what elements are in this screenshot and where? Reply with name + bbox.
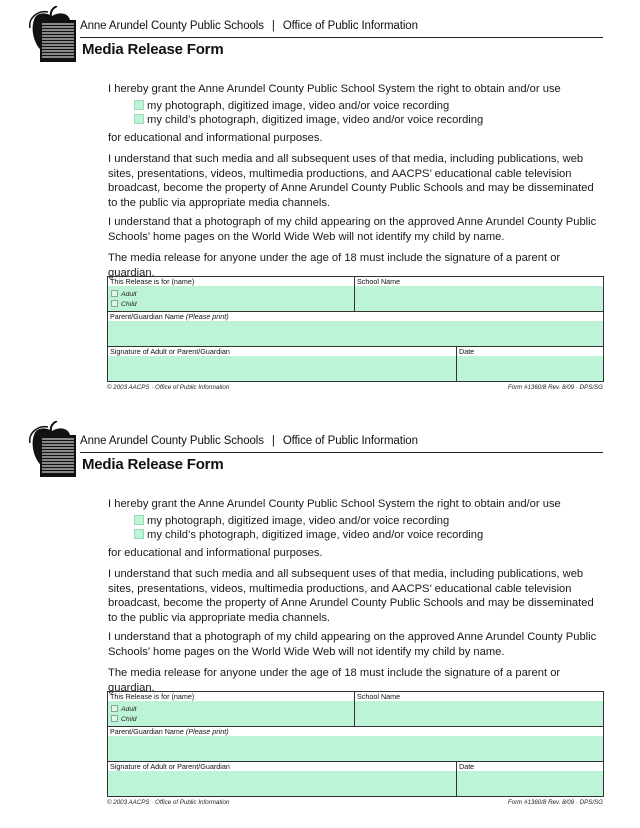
adult-label: Adult (121, 706, 137, 713)
signature-cell (108, 762, 457, 796)
date-cell (457, 762, 603, 796)
signature-field[interactable] (108, 771, 456, 796)
copyright-footer: © 2003 AACPS · Office of Public Information (107, 384, 230, 391)
signature-field[interactable] (108, 356, 456, 381)
adult-option (111, 290, 137, 299)
date-field[interactable] (457, 771, 603, 796)
guardian-label (110, 727, 229, 736)
option-child (134, 528, 483, 542)
property-statement: I understand that such media and all subsequent uses of that media, including publications, web sites, presentations, videos, multimedia productions, and AACPS’ educational cable television broadcast, become the property of Anne Arundel County Public Schools and may be disseminated to the public via appropriate media channels. (108, 153, 594, 209)
guardian-hint: (Please print) (185, 312, 229, 321)
release-for-label: This Release is for (name) (110, 692, 195, 701)
apple-school-logo-icon (28, 6, 78, 62)
option-child-label: my child’s photograph, digitized image, video and/or voice recording (147, 529, 484, 541)
signature-label: Signature of Adult or Parent/Guardian (110, 347, 230, 356)
apple-school-logo-icon (28, 421, 78, 477)
child-option (111, 715, 137, 724)
minor-notice: The media release for anyone under the age of 18 must include the signature of a parent or guardian. (108, 667, 561, 694)
option-self (134, 99, 449, 113)
guardian-name-field[interactable] (108, 321, 603, 346)
header-line (80, 20, 418, 32)
date-field[interactable] (457, 356, 603, 381)
grant-statement: I hereby grant the Anne Arundel County Public School System the right to obtain and/or use (108, 83, 561, 95)
checkbox-icon[interactable] (134, 114, 144, 124)
property-statement: I understand that such media and all subsequent uses of that media, including publications, web sites, presentations, videos, multimedia productions, and AACPS’ educational cable television broadcast, become the property of Anne Arundel County Public Schools and may be disseminated to the public via appropriate media channels. (108, 568, 594, 624)
photo-statement: I understand that a photograph of my child appearing on the approved Anne Arundel County Public Schools’ home pages on the World Wide Web will not identify my child by name. (108, 631, 597, 658)
release-for-name-field[interactable] (108, 286, 354, 311)
checkbox-icon[interactable] (111, 290, 118, 297)
header-separator: | (271, 20, 275, 32)
option-self (134, 514, 449, 528)
child-option (111, 300, 137, 309)
form-title: Media Release Form (82, 41, 224, 58)
option-child (134, 113, 483, 127)
district-name: Anne Arundel County Public Schools (80, 20, 264, 32)
guardian-label-text: Parent/Guardian Name (110, 312, 184, 321)
school-label: School Name (357, 277, 401, 286)
purposes-statement: for educational and informational purposes. (108, 547, 323, 559)
date-label: Date (459, 762, 475, 771)
guardian-name-field[interactable] (108, 736, 603, 761)
header-rule (80, 37, 603, 38)
release-for-label: This Release is for (name) (110, 277, 195, 286)
header-line (80, 435, 418, 447)
purposes-statement: for educational and informational purposes. (108, 132, 323, 144)
adult-option (111, 705, 137, 714)
release-for-cell (108, 277, 355, 312)
school-name-field[interactable] (355, 701, 603, 726)
checkbox-icon[interactable] (111, 300, 118, 307)
release-for-cell (108, 692, 355, 727)
signature-cell (108, 347, 457, 381)
office-name: Office of Public Information (282, 435, 418, 447)
school-label: School Name (357, 692, 401, 701)
checkbox-icon[interactable] (134, 100, 144, 110)
checkbox-icon[interactable] (134, 529, 144, 539)
guardian-cell (108, 727, 603, 762)
guardian-label (110, 312, 229, 321)
header-separator: | (271, 435, 275, 447)
checkbox-icon[interactable] (111, 705, 118, 712)
child-label: Child (121, 301, 137, 308)
school-name-field[interactable] (355, 286, 603, 311)
school-cell (355, 692, 603, 727)
option-self-label: my photograph, digitized image, video and/or voice recording (147, 515, 450, 527)
guardian-cell (108, 312, 603, 347)
copyright-footer: © 2003 AACPS · Office of Public Information (107, 799, 230, 806)
release-for-name-field[interactable] (108, 701, 354, 726)
minor-notice: The media release for anyone under the age of 18 must include the signature of a parent or guardian. (108, 252, 561, 279)
form-title: Media Release Form (82, 456, 224, 473)
form-number-footer: Form #1360/8 Rev. 8/09 · DPS/SG (507, 799, 603, 806)
photo-statement: I understand that a photograph of my child appearing on the approved Anne Arundel County Public Schools’ home pages on the World Wide Web will not identify my child by name. (108, 216, 597, 243)
district-name: Anne Arundel County Public Schools (80, 435, 264, 447)
date-label: Date (459, 347, 475, 356)
release-fields-table (107, 276, 604, 382)
office-name: Office of Public Information (282, 20, 418, 32)
guardian-hint: (Please print) (185, 727, 229, 736)
date-cell (457, 347, 603, 381)
media-release-form-copy-2 (0, 415, 640, 828)
guardian-label-text: Parent/Guardian Name (110, 727, 184, 736)
adult-label: Adult (121, 291, 137, 298)
checkbox-icon[interactable] (111, 715, 118, 722)
option-self-label: my photograph, digitized image, video and/or voice recording (147, 100, 450, 112)
signature-label: Signature of Adult or Parent/Guardian (110, 762, 230, 771)
option-child-label: my child’s photograph, digitized image, video and/or voice recording (147, 114, 484, 126)
release-fields-table (107, 691, 604, 797)
header-rule (80, 452, 603, 453)
form-number-footer: Form #1360/8 Rev. 8/09 · DPS/SG (507, 384, 603, 391)
grant-statement: I hereby grant the Anne Arundel County Public School System the right to obtain and/or use (108, 498, 561, 510)
checkbox-icon[interactable] (134, 515, 144, 525)
child-label: Child (121, 716, 137, 723)
school-cell (355, 277, 603, 312)
